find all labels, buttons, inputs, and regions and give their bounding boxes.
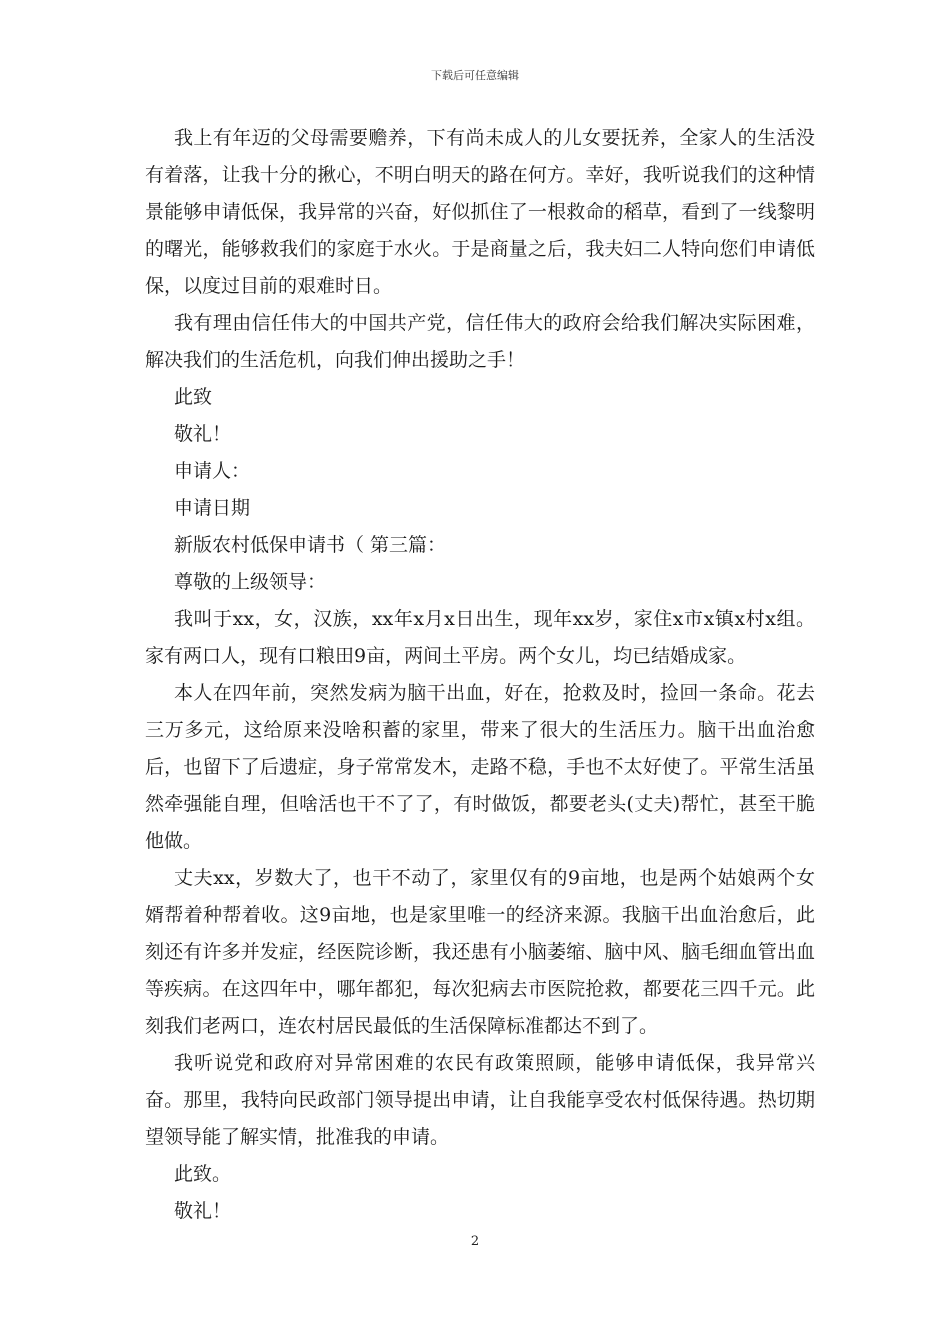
paragraph-1: 我上有年迈的父母需要赡养，下有尚未成人的儿女要抚养，全家人的生活没有着落，让我十分的揪心，不明白明天的路在何方。幸好，我听说我们的这种情景能够申请低保，我异常的兴奋，好似抓住了一根救命的稻草，看到了一线黎明的曙光，能够救我们的家庭于水火。于是商量之后，我夫妇二人特向您们申请低保，以度过目前的艰难时日。: [145, 127, 815, 297]
paragraph-2: 我有理由信任伟大的中国共产党，信任伟大的政府会给我们解决实际困难，解决我们的生活危机，向我们伸出援助之手！: [145, 312, 815, 371]
page-header: 下载后可任意编辑: [431, 69, 519, 82]
closing-salutation-1: 此致: [174, 386, 213, 408]
paragraph-6: 我听说党和政府对异常困难的农民有政策照顾，能够申请低保，我异常兴奋。那里，我特向民政部门领导提出申请，让自我能享受农村低保待遇。热切期望领导能了解实情，批准我的申请。: [145, 1052, 815, 1148]
closing-regards-2: 敬礼！: [174, 1200, 232, 1222]
paragraph-4: 本人在四年前，突然发病为脑干出血，好在，抢救及时，捡回一条命。花去三万多元，这给原来没啥积蓄的家里，带来了很大的生活压力。脑干出血治愈后，也留下了后遗症，身子常常发木，走路不稳，手也不太好使了。平常生活虽然牵强能自理，但啥活也干不了了，有时做饭，都要老头(丈夫)帮忙，甚至干脆他做。: [145, 682, 815, 852]
document-body: [145, 120, 815, 1230]
section-title: 新版农村低保申请书（ 第三篇：: [174, 534, 447, 556]
paragraph-5: 丈夫xx，岁数大了，也干不动了，家里仅有的9亩地，也是两个姑娘两个女婿帮着种帮着收。这9亩地，也是家里唯一的经济来源。我脑干出血治愈后，此刻还有许多并发症，经医院诊断，我还患有小脑萎缩、脑中风、脑毛细血管出血等疾病。在这四年中，哪年都犯，每次犯病去市医院抢救，都要花三四千元。此刻我们老两口，连农村居民最低的生活保障标准都达不到了。: [145, 867, 815, 1037]
application-date-label: 申请日期: [174, 497, 251, 519]
applicant-label: 申请人：: [174, 460, 251, 482]
paragraph-3: 我叫于xx，女，汉族，xx年x月x日出生，现年xx岁，家住x市x镇x村x组。家有两口人，现有口粮田9亩，两间土平房。两个女儿，均已结婚成家。: [145, 608, 815, 667]
closing-salutation-2: 此致。: [174, 1163, 232, 1185]
greeting: 尊敬的上级领导：: [174, 571, 327, 593]
closing-regards-1: 敬礼！: [174, 423, 232, 445]
page-number: 2: [470, 1234, 480, 1249]
